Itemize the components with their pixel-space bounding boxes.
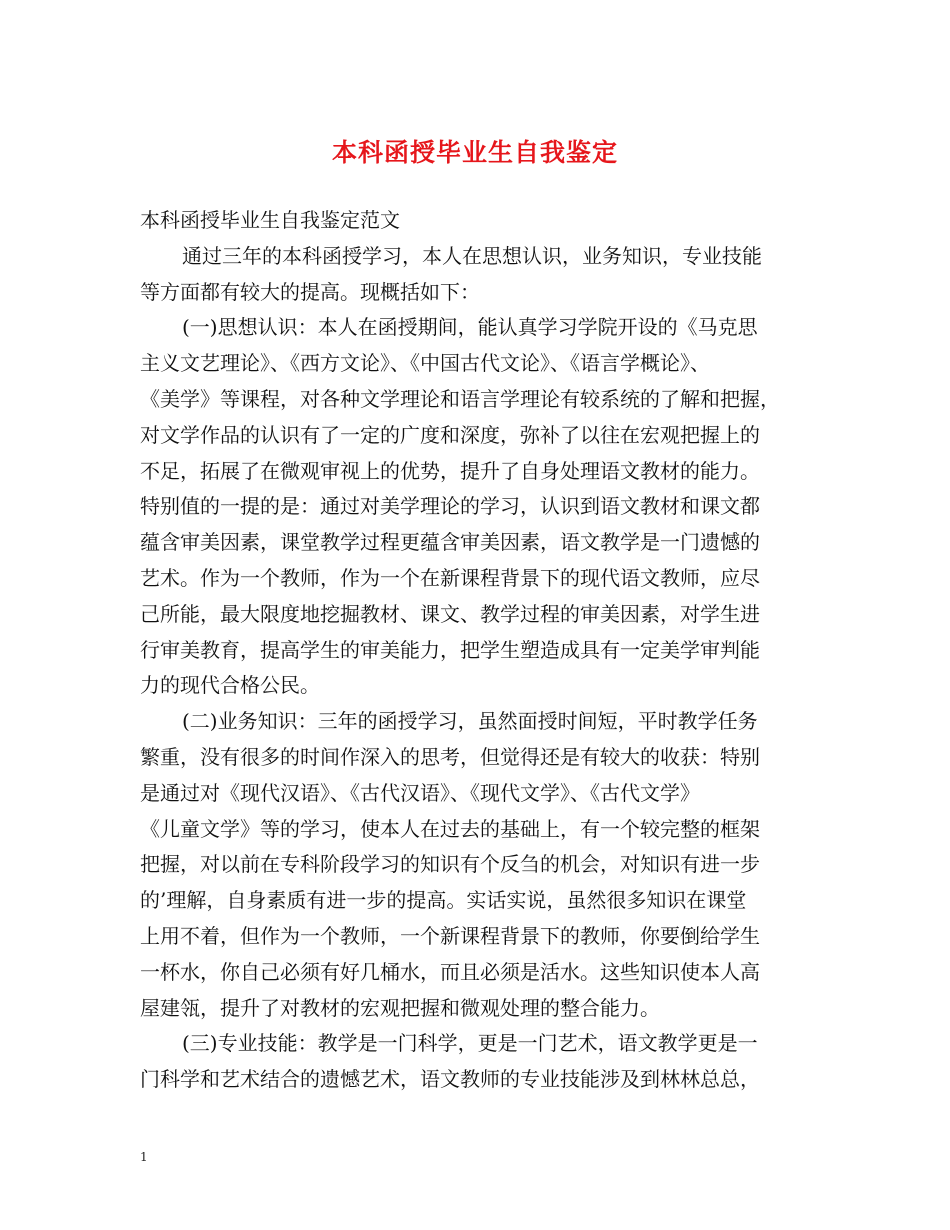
text-line: 的’理解，自身素质有进一步的提高。实话实说，虽然很多知识在课堂 (140, 888, 747, 913)
text-line: 门科学和艺术结合的遗憾艺术，语文教师的专业技能涉及到林林总总， (140, 1067, 760, 1092)
text-line: 《儿童文学》等的学习，使本人在过去的基础上，有一个较完整的框架 (140, 816, 760, 841)
subtitle-line: 本科函授毕业生自我鉴定范文 (140, 208, 400, 232)
text-line: 上用不着，但作为一个教师，一个新课程背景下的教师，你要倒给学生 (140, 923, 760, 948)
text-line: 艺术。作为一个教师，作为一个在新课程背景下的现代语文教师，应尽 (140, 565, 760, 590)
text-line: 主义文艺理论》、《西方文论》、《中国古代文论》、《语言学概论》、 (140, 351, 710, 376)
text-line: 屋建瓴，提升了对教材的宏观把握和微观处理的整合能力。 (140, 995, 660, 1020)
text-line: 己所能，最大限度地挖掘教材、课文、教学过程的审美因素，对学生进 (140, 601, 760, 626)
text-line: 一杯水，你自己必须有好几桶水，而且必须是活水。这些知识使本人高 (140, 959, 760, 984)
text-line: 是通过对《现代汉语》、《古代汉语》、《现代文学》、《古代文学》 (140, 780, 700, 805)
text-line: 特别值的一提的是：通过对美学理论的学习，认识到语文教材和课文都 (140, 494, 760, 519)
text-line: 繁重，没有很多的时间作深入的思考，但觉得还是有较大的收获：特别 (140, 744, 760, 769)
text-line: 对文学作品的认识有了一定的广度和深度，弥补了以往在宏观把握上的 (140, 422, 760, 447)
text-line: 力的现代合格公民。 (140, 673, 320, 698)
text-line: 把握，对以前在专科阶段学习的知识有个反刍的机会，对知识有进一步 (140, 852, 760, 877)
document-body (140, 203, 830, 1098)
text-line: (三)专业技能：教学是一门科学，更是一门艺术，语文教学更是一 (182, 1031, 758, 1056)
text-line: 《美学》等课程，对各种文学理论和语言学理论有较系统的了解和把握， (140, 386, 780, 411)
text-line: 行审美教育，提高学生的审美能力，把学生塑造成具有一定美学审判能 (140, 637, 760, 662)
text-line: 蕴含审美因素，课堂教学过程更蕴含审美因素，语文教学是一门遗憾的 (140, 530, 760, 555)
text-line: (一)思想认识：本人在函授期间，能认真学习学院开设的《马克思 (182, 315, 758, 340)
page-number: 1 (140, 1150, 148, 1164)
text-line: 不足，拓展了在微观审视上的优势，提升了自身处理语文教材的能力。 (140, 458, 760, 483)
document-title: 本科函授毕业生自我鉴定 (331, 138, 618, 167)
text-line: (二)业务知识：三年的函授学习，虽然面授时间短，平时教学任务 (182, 709, 758, 734)
text-line: 等方面都有较大的提高。现概括如下： (140, 279, 480, 304)
text-line: 通过三年的本科函授学习，本人在思想认识，业务知识，专业技能 (182, 243, 762, 268)
